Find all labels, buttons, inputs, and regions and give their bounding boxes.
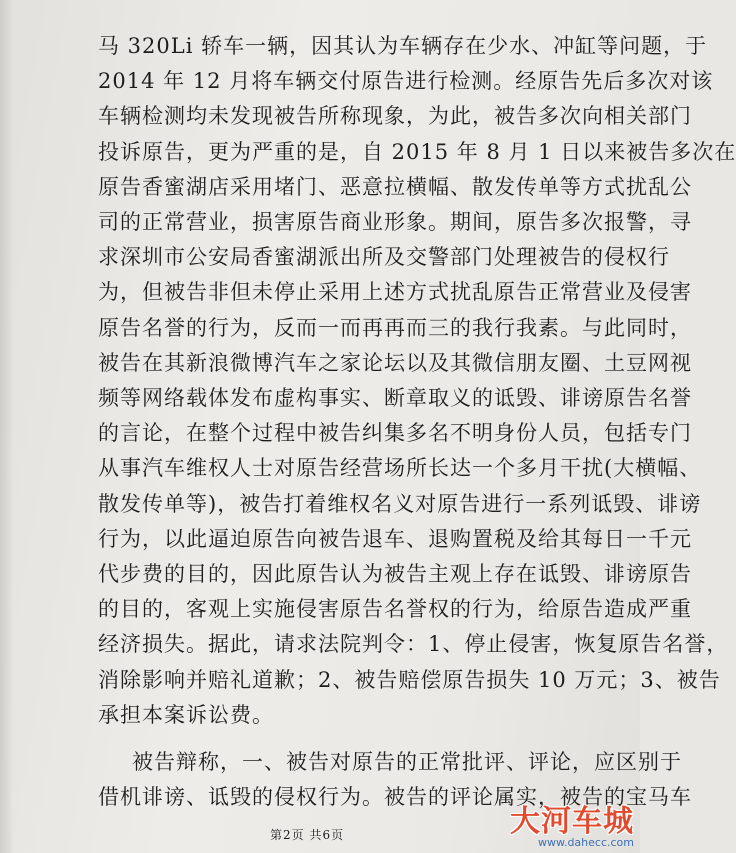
text-line: 求深圳市公安局香蜜湖派出所及交警部门处理被告的侵权行 [98,245,670,270]
watermark [510,806,634,849]
text-line: 被告辩称，一、被告对原告的正常批评、评论，应区别于 [132,750,682,774]
text-line: 原告香蜜湖店采用堵门、恶意拉横幅、散发传单等方式扰乱公 [98,174,692,199]
watermark-logo-text: 大河车城 [510,804,634,839]
text-line: 的目的，客观上实施侵害原告名誉权的行为，给原告造成严重 [98,597,692,622]
text-line: 行为，以此逼迫原告向被告退车、退购置税及给其每日一千元 [98,526,692,551]
text-line: 借机诽谤、诋毁的侵权行为。被告的评论属实，被告的宝马车 [98,785,692,810]
text-line: 马 320Li 轿车一辆，因其认为车辆存在少水、冲缸等问题，于 [98,34,708,58]
text-line: 为，但被告非但未停止采用上述方式扰乱原告正常营业及侵害 [98,280,692,305]
text-line: 经济损失。据此，请求法院判令：1、停止侵害，恢复原告名誉， [98,632,729,657]
text-line: 频等网络载体发布虚构事实、断章取义的诋毁、诽谤原告名誉 [98,386,692,410]
text-line: 2014 年 12 月将车辆交付原告进行检测。经原告先后多次对该 [98,69,714,94]
text-line: 投诉原告，更为严重的是，自 2015 年 8 月 1 日以来被告多次在 [98,139,736,164]
page-footer: 第2页 共6页 [270,828,345,842]
watermark-url: www.dahecc.com [537,836,634,849]
text-line: 司的正常营业，损害原告商业形象。期间，原告多次报警，寻 [98,210,692,234]
text-line: 的言论，在整个过程中被告纠集多名不明身份人员，包括专门 [98,421,692,446]
text-line: 从事汽车维权人士对原告经营场所长达一个多月干扰(大横幅、 [98,456,702,481]
text-line: 代步费的目的，因此原告认为被告主观上存在诋毁、诽谤原告 [98,562,692,586]
text-line: 消除影响并赔礼道歉；2、被告赔偿原告损失 10 万元；3、被告 [98,667,721,692]
text-line: 散发传单等)，被告打着维权名义对原告进行一系列诋毁、诽谤 [98,491,702,516]
text-line: 车辆检测均未发现被告所称现象，为此，被告多次向相关部门 [98,104,692,129]
page-edge-shadow [0,0,14,853]
text-line: 承担本案诉讼费。 [98,702,274,727]
text-line: 被告在其新浪微博汽车之家论坛以及其微信朋友圈、土豆网视 [98,350,692,375]
text-line: 原告名誉的行为，反而一而再再而三的我行我素。与此同时， [98,315,692,340]
